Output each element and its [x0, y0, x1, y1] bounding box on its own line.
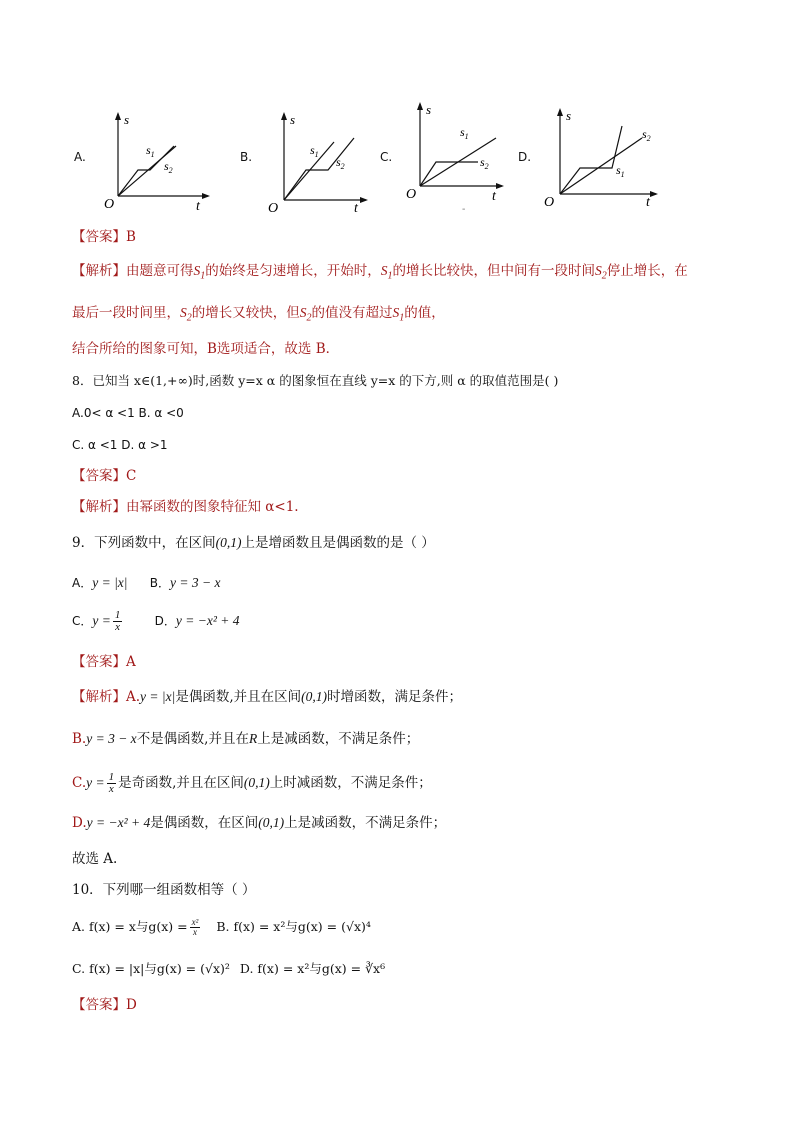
q9-conclusion: 故选 A. — [72, 851, 118, 867]
svg-text:t: t — [354, 201, 358, 213]
svg-text:s2: $s_2$ — [336, 155, 345, 171]
graph-a — [96, 108, 216, 213]
svg-text:s: s — [426, 102, 432, 117]
svg-text:s2: $s_2$ — [480, 155, 489, 171]
graph-label-a: A. — [74, 150, 86, 164]
svg-text:O: O — [544, 195, 555, 210]
graph-c — [398, 100, 508, 215]
svg-text:O: O — [104, 197, 115, 212]
q9-answer: 【答案】A — [72, 654, 136, 670]
svg-text:O: O — [406, 187, 417, 202]
q8-options-ab: A.0< α <1 B. α <0 — [72, 406, 184, 420]
svg-text:s1: $s_1$ — [146, 143, 155, 159]
q10-options-ab: A. f(x) = x与g(x) = $\frac{\text{x²}}{x}$ B. f(x) = x²与g(x) = (√x)⁴ — [72, 917, 371, 937]
q10-answer: 【答案】D — [72, 997, 137, 1013]
svg-text:t: t — [646, 195, 650, 210]
q7-analysis-line1: 【解析】由题意可得$S_1$的始终是匀速增长，开始时，$S_1$的增长比较快，但中间有一段时间$S_2$停止增长，在 — [72, 263, 688, 282]
q8-options-cd: C. α <1 D. α >1 — [72, 438, 168, 452]
graph-b — [262, 108, 382, 213]
q9-options-ab: A．y = |x| B．y = 3 − x — [72, 575, 221, 590]
q9-analysis-a: 【解析】A.y = |x|是偶函数,并且在区间(0,1)时增函数，满足条件； — [72, 689, 462, 705]
svg-text:s1: $s_1$ — [460, 125, 469, 141]
q8-stem: 8．已知当 x∈(1,+∞)时,函数 y=x α 的图象恒在直线 y=x 的下方,则 α 的取值范围是( ) — [72, 373, 559, 388]
q8-analysis: 【解析】由幂函数的图象特征知 α<1. — [72, 499, 299, 515]
svg-text:s2: $s_2$ — [164, 159, 173, 175]
graph-label-d: D. — [518, 150, 532, 164]
q10-stem: 10．下列哪一组函数相等（ ） — [72, 882, 256, 898]
q9-options-cd: C．y = $\frac{1}{x}$ D．y = −x² + 4 — [72, 609, 240, 633]
svg-text:s: s — [290, 112, 296, 127]
q9-analysis-d: D.y = −x² + 4是偶函数，在区间(0,1)上是减函数，不满足条件； — [72, 815, 447, 831]
svg-text:s: s — [124, 112, 130, 127]
q9-stem: 9．下列函数中，在区间(0,1)上是增函数且是偶函数的是（ ） — [72, 535, 435, 551]
q9-analysis-b: B.y = 3 − x不是偶函数,并且在R上是减函数，不满足条件； — [72, 731, 420, 747]
q9-analysis-c: C.y = $\frac{1}{x}$ 是奇函数,并且在区间(0,1)上时减函数，不满足条件； — [72, 771, 432, 795]
graph-label-b: B. — [240, 150, 253, 164]
svg-text:t: t — [492, 189, 496, 204]
svg-text:s1: $s_1$ — [310, 143, 319, 159]
q7-answer: 【答案】B — [72, 229, 136, 245]
svg-text:s1: $s_1$ — [616, 163, 625, 179]
svg-text:s2: $s_2$ — [642, 127, 651, 143]
svg-text:s: s — [566, 108, 572, 123]
graph-d — [538, 106, 663, 211]
q7-analysis-line2: 最后一段时间里，$S_2$的增长又较快，但$S_2$的值没有超过$S_1$的值， — [72, 305, 445, 324]
q8-answer: 【答案】C — [72, 468, 137, 484]
svg-text:t: t — [196, 199, 200, 213]
svg-text:O: O — [268, 201, 279, 213]
q7-conclusion: 结合所给的图象可知，B选项适合，故选 B． — [72, 341, 340, 357]
graph-label-c: C. — [380, 150, 393, 164]
q10-options-cd: C. f(x) = |x|与g(x) = (√x)² D. f(x) = x²与g(x) = ∛x⁶ — [72, 961, 386, 976]
